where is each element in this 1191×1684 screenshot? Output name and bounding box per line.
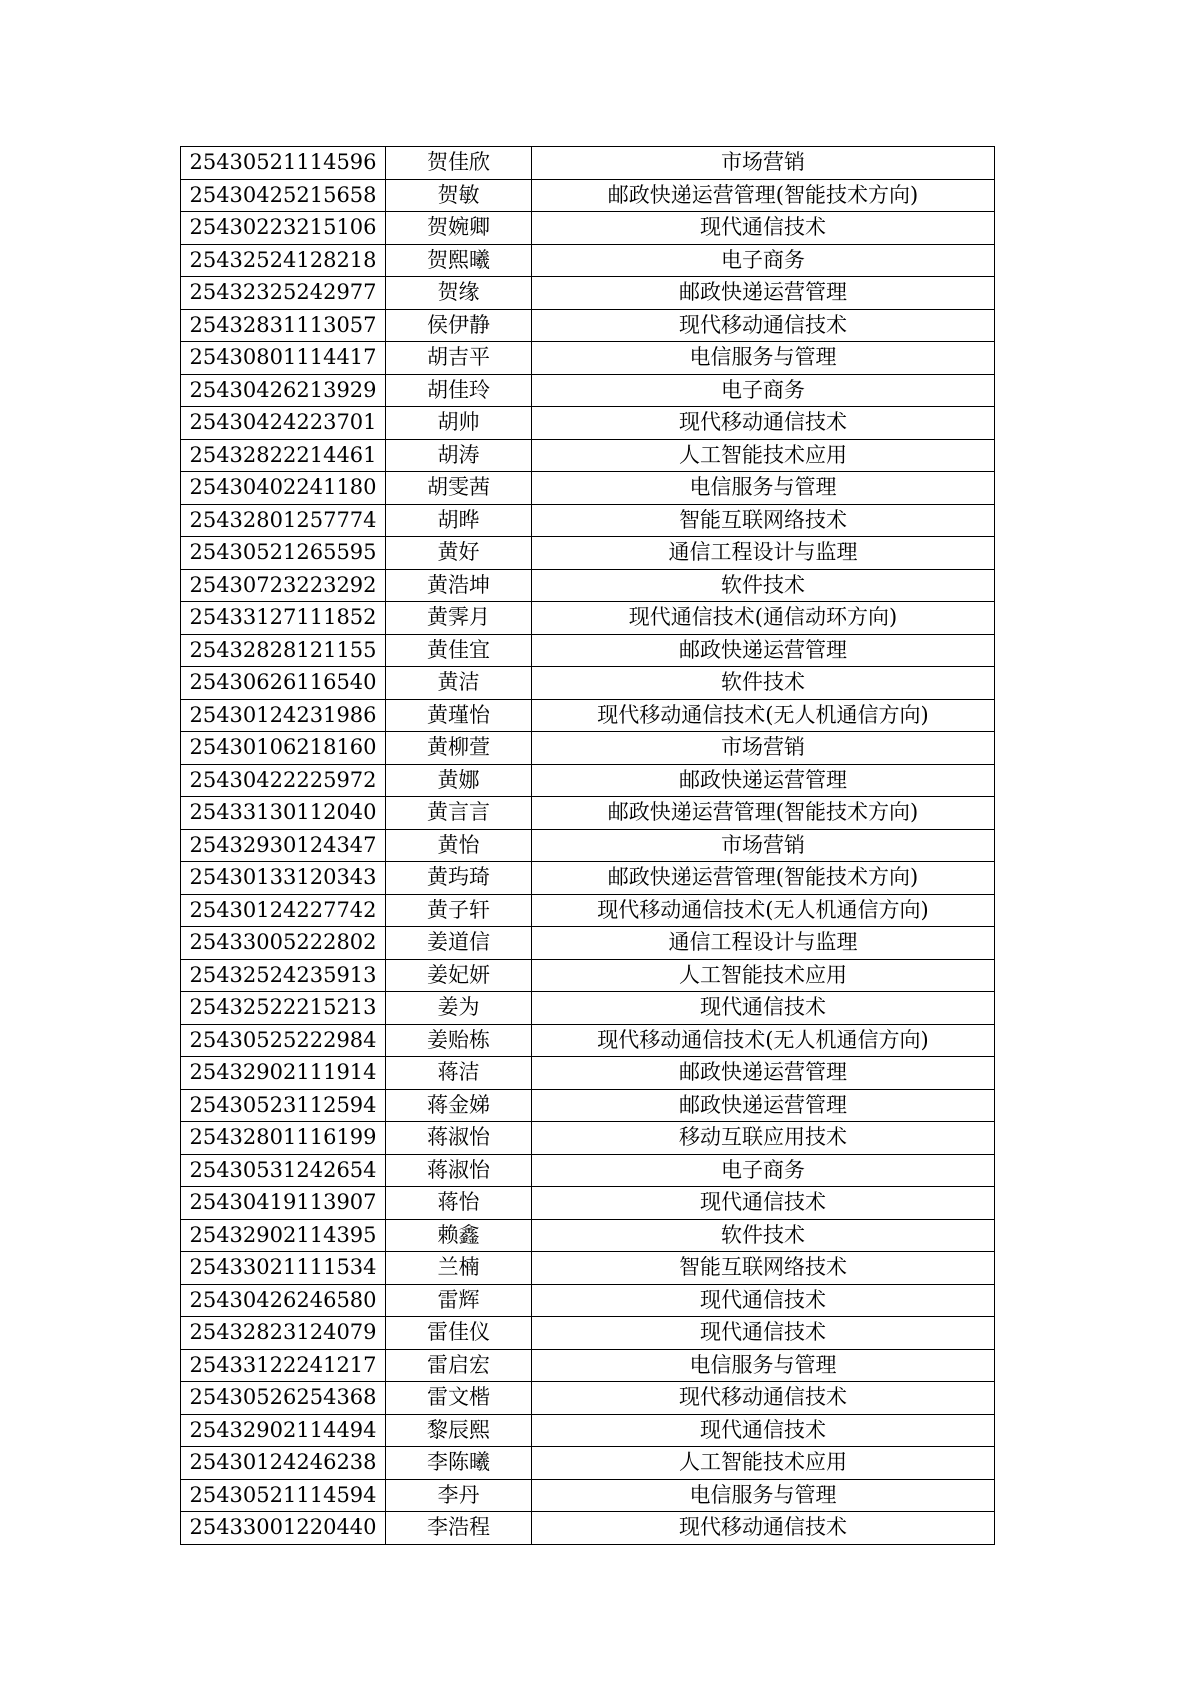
student-id-cell: 25430523112594 [181,1089,386,1122]
student-name-cell: 蒋淑怡 [386,1122,532,1155]
student-id-cell: 25433021111534 [181,1252,386,1285]
student-id-cell: 25430426213929 [181,374,386,407]
table-row [181,764,995,797]
major-cell: 现代通信技术 [532,1317,995,1350]
table-row [181,634,995,667]
student-id-cell: 25430526254368 [181,1382,386,1415]
table-row [181,732,995,765]
major-cell: 电子商务 [532,374,995,407]
table-row [181,374,995,407]
major-cell: 现代移动通信技术(无人机通信方向) [532,699,995,732]
table-body [181,147,995,1545]
student-name-cell: 胡晔 [386,504,532,537]
student-name-cell: 姜妃妍 [386,959,532,992]
table-row [181,1154,995,1187]
table-row [181,699,995,732]
table-row [181,179,995,212]
student-name-cell: 李陈曦 [386,1447,532,1480]
table-row [181,407,995,440]
student-name-cell: 黄霁月 [386,602,532,635]
student-id-cell: 25432801116199 [181,1122,386,1155]
major-cell: 邮政快递运营管理(智能技术方向) [532,797,995,830]
major-cell: 电信服务与管理 [532,1349,995,1382]
table-row [181,1414,995,1447]
student-id-cell: 25433127111852 [181,602,386,635]
major-cell: 现代移动通信技术(无人机通信方向) [532,894,995,927]
major-cell: 邮政快递运营管理(智能技术方向) [532,179,995,212]
major-cell: 现代通信技术 [532,1187,995,1220]
table-row [181,1317,995,1350]
major-cell: 市场营销 [532,147,995,180]
major-cell: 软件技术 [532,569,995,602]
student-name-cell: 黄怡 [386,829,532,862]
table-row [181,439,995,472]
table-row [181,1382,995,1415]
table-row [181,894,995,927]
student-name-cell: 蒋怡 [386,1187,532,1220]
major-cell: 现代移动通信技术 [532,407,995,440]
table-row [181,1512,995,1545]
student-name-cell: 黄瑾怡 [386,699,532,732]
table-row [181,1024,995,1057]
student-id-cell: 25430223215106 [181,212,386,245]
student-id-cell: 25430801114417 [181,342,386,375]
student-id-cell: 25432828121155 [181,634,386,667]
student-name-cell: 雷辉 [386,1284,532,1317]
major-cell: 邮政快递运营管理 [532,764,995,797]
major-cell: 现代移动通信技术(无人机通信方向) [532,1024,995,1057]
student-name-cell: 蒋洁 [386,1057,532,1090]
table-row [181,1187,995,1220]
student-id-cell: 25433122241217 [181,1349,386,1382]
student-name-cell: 胡雯茜 [386,472,532,505]
student-id-cell: 25430106218160 [181,732,386,765]
student-name-cell: 贺熙曦 [386,244,532,277]
table-row [181,992,995,1025]
student-id-cell: 25430525222984 [181,1024,386,1057]
table-row [181,1479,995,1512]
student-name-cell: 黄柳萱 [386,732,532,765]
student-id-cell: 25430521114594 [181,1479,386,1512]
student-name-cell: 黄子轩 [386,894,532,927]
major-cell: 智能互联网络技术 [532,504,995,537]
student-name-cell: 贺敏 [386,179,532,212]
table-row [181,829,995,862]
student-name-cell: 李丹 [386,1479,532,1512]
table-row [181,1089,995,1122]
table-row [181,797,995,830]
student-id-cell: 25433130112040 [181,797,386,830]
student-id-cell: 25430424223701 [181,407,386,440]
major-cell: 智能互联网络技术 [532,1252,995,1285]
student-name-cell: 黄好 [386,537,532,570]
table-row [181,504,995,537]
major-cell: 现代移动通信技术 [532,309,995,342]
major-cell: 市场营销 [532,829,995,862]
table-row [181,342,995,375]
student-id-cell: 25432801257774 [181,504,386,537]
student-id-cell: 25432902114395 [181,1219,386,1252]
student-id-cell: 25432522215213 [181,992,386,1025]
major-cell: 人工智能技术应用 [532,959,995,992]
student-id-cell: 25430521114596 [181,147,386,180]
student-name-cell: 胡涛 [386,439,532,472]
student-id-cell: 25430723223292 [181,569,386,602]
table-row [181,569,995,602]
major-cell: 电信服务与管理 [532,342,995,375]
student-id-cell: 25432902111914 [181,1057,386,1090]
table-row [181,1447,995,1480]
student-id-cell: 25430124246238 [181,1447,386,1480]
major-cell: 现代移动通信技术 [532,1512,995,1545]
student-name-cell: 黎辰熙 [386,1414,532,1447]
student-id-cell: 25432831113057 [181,309,386,342]
major-cell: 人工智能技术应用 [532,439,995,472]
table-row [181,147,995,180]
major-cell: 邮政快递运营管理 [532,1057,995,1090]
student-name-cell: 贺缘 [386,277,532,310]
student-name-cell: 黄言言 [386,797,532,830]
table-row [181,1252,995,1285]
student-id-cell: 25430133120343 [181,862,386,895]
major-cell: 通信工程设计与监理 [532,927,995,960]
student-name-cell: 黄玙琦 [386,862,532,895]
table-row [181,1122,995,1155]
student-id-cell: 25433001220440 [181,1512,386,1545]
table-row [181,862,995,895]
major-cell: 电信服务与管理 [532,472,995,505]
major-cell: 软件技术 [532,667,995,700]
major-cell: 移动互联应用技术 [532,1122,995,1155]
major-cell: 邮政快递运营管理 [532,277,995,310]
student-name-cell: 贺佳欣 [386,147,532,180]
student-id-cell: 25430402241180 [181,472,386,505]
table-row [181,1349,995,1382]
student-id-cell: 25432930124347 [181,829,386,862]
student-id-cell: 25430419113907 [181,1187,386,1220]
student-id-cell: 25432822214461 [181,439,386,472]
table-row [181,1057,995,1090]
table-row [181,472,995,505]
student-id-cell: 25432524235913 [181,959,386,992]
table-row [181,277,995,310]
student-name-cell: 黄浩坤 [386,569,532,602]
student-name-cell: 侯伊静 [386,309,532,342]
major-cell: 市场营销 [532,732,995,765]
major-cell: 邮政快递运营管理 [532,634,995,667]
major-cell: 通信工程设计与监理 [532,537,995,570]
table-row [181,927,995,960]
table-row [181,1284,995,1317]
student-id-cell: 25430626116540 [181,667,386,700]
student-name-cell: 贺婉卿 [386,212,532,245]
student-id-cell: 25430425215658 [181,179,386,212]
major-cell: 软件技术 [532,1219,995,1252]
table-row [181,667,995,700]
table-row [181,602,995,635]
table-row [181,959,995,992]
major-cell: 现代通信技术(通信动环方向) [532,602,995,635]
student-name-cell: 雷启宏 [386,1349,532,1382]
student-name-cell: 黄洁 [386,667,532,700]
major-cell: 电子商务 [532,1154,995,1187]
student-name-cell: 蒋淑怡 [386,1154,532,1187]
student-id-cell: 25432823124079 [181,1317,386,1350]
table-row [181,1219,995,1252]
student-id-cell: 25430124227742 [181,894,386,927]
major-cell: 现代通信技术 [532,992,995,1025]
table-row [181,309,995,342]
student-name-cell: 胡吉平 [386,342,532,375]
student-name-cell: 蒋金娣 [386,1089,532,1122]
student-name-cell: 李浩程 [386,1512,532,1545]
major-cell: 现代通信技术 [532,212,995,245]
major-cell: 现代通信技术 [532,1284,995,1317]
major-cell: 邮政快递运营管理 [532,1089,995,1122]
student-id-cell: 25432902114494 [181,1414,386,1447]
student-name-cell: 赖鑫 [386,1219,532,1252]
student-name-cell: 黄娜 [386,764,532,797]
student-name-cell: 姜贻栋 [386,1024,532,1057]
student-id-cell: 25432524128218 [181,244,386,277]
major-cell: 现代通信技术 [532,1414,995,1447]
student-id-cell: 25430426246580 [181,1284,386,1317]
table-row [181,244,995,277]
student-id-cell: 25430521265595 [181,537,386,570]
student-name-cell: 姜道信 [386,927,532,960]
student-id-cell: 25430422225972 [181,764,386,797]
student-id-cell: 25433005222802 [181,927,386,960]
major-cell: 现代移动通信技术 [532,1382,995,1415]
student-id-cell: 25430124231986 [181,699,386,732]
student-id-cell: 25430531242654 [181,1154,386,1187]
major-cell: 电信服务与管理 [532,1479,995,1512]
student-name-cell: 黄佳宜 [386,634,532,667]
student-name-cell: 兰楠 [386,1252,532,1285]
student-name-cell: 雷佳仪 [386,1317,532,1350]
admission-list-table [180,146,995,1545]
table-row [181,212,995,245]
major-cell: 邮政快递运营管理(智能技术方向) [532,862,995,895]
table-row [181,537,995,570]
student-name-cell: 胡佳玲 [386,374,532,407]
student-name-cell: 雷文楷 [386,1382,532,1415]
major-cell: 人工智能技术应用 [532,1447,995,1480]
major-cell: 电子商务 [532,244,995,277]
student-name-cell: 姜为 [386,992,532,1025]
student-id-cell: 25432325242977 [181,277,386,310]
student-name-cell: 胡帅 [386,407,532,440]
